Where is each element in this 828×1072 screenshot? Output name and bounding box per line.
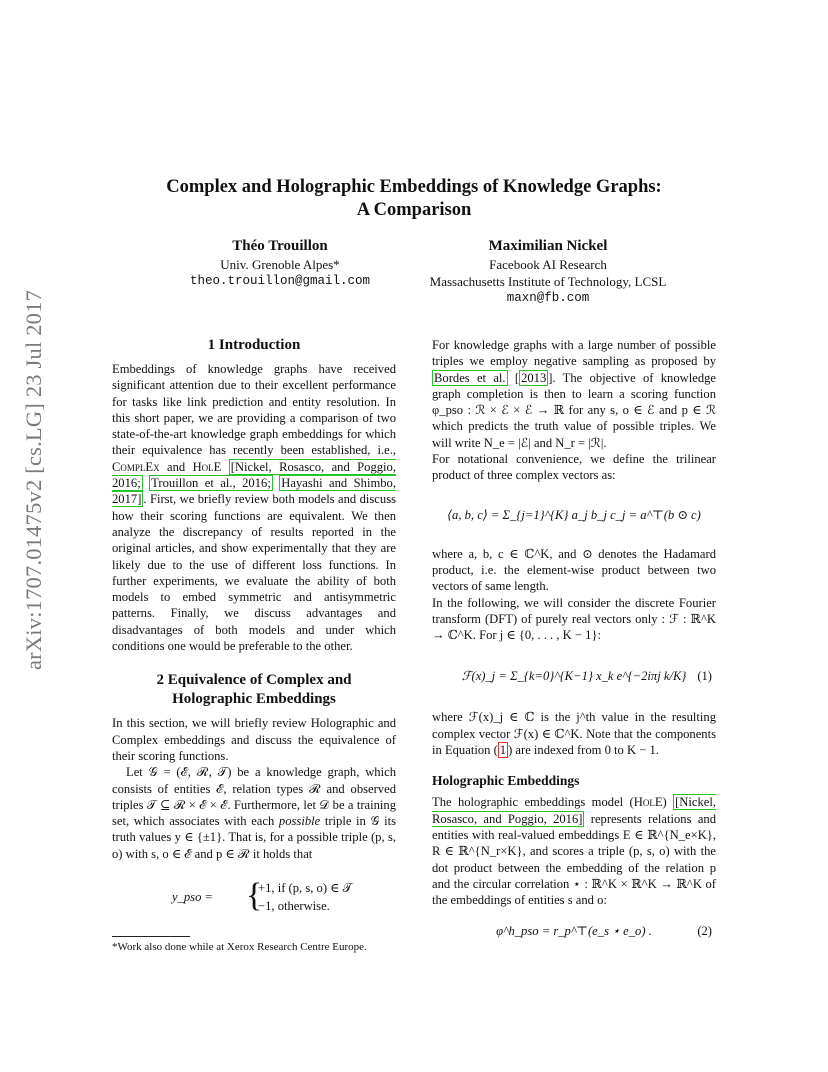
left-column: [112, 336, 396, 954]
arxiv-side-identifier: arXiv:1707.01475v2 [cs.LG] 23 Jul 2017: [21, 289, 46, 671]
brace: {: [246, 877, 263, 915]
footnote: *Work also done while at Xerox Research Centre Europe.: [112, 941, 367, 954]
equation-1: ℱ(x)_j = Σ_{k=0}^{K−1} x_k e^{−2iπj k/K} (1): [461, 669, 712, 684]
citation-bordes[interactable]: Bordes et al.: [434, 370, 506, 385]
footnote-rule: [112, 936, 190, 937]
hadamard-paragraph: where a, b, c ∈ ℂ^K, and ⊙ denotes the Hadamard product, i.e. the element-wise product between two vectors of same length.: [432, 546, 716, 594]
section-2-paragraph-2: Let 𝒢 = (ℰ, ℛ, 𝒯) be a knowledge graph, which consists of entities ℰ, relation types ℛ and observed triples 𝒯 ⊆ ℛ × ℰ × ℰ. Furthermore, let 𝒟 be a training set, which associates with each possible triple in 𝒢 its truth values y ∈ {±1}. That is, for a possible triple (p, s, o) with s, o ∈ ℰ and p ∈ ℛ it holds that: [112, 765, 396, 861]
citation-hayashi-2017[interactable]: Hayashi and Shimbo, 2017]: [112, 476, 397, 507]
equation-trilinear: ⟨a, b, c⟩ = Σ_{j=1}^{K} a_j b_j c_j = a^⊤(b ⊙ c): [447, 507, 701, 522]
equation-ypso: y_pso = { +1, if (p, s, o) ∈ 𝒯 −1, otherwise.: [172, 877, 353, 915]
holographic-paragraph: The holographic embeddings model (HolE) [Nickel, Rosasco, and Poggio, 2016] represents relations and entities with real-valued embeddings E ∈ ℝ^{N_e×K}, R ∈ ℝ^{N_r×K}, and scores a triple (p, s, o) with the dot product between the embedding of the relation p and the circular correlation ⋆ : ℝ^K × ℝ^K → ℝ^K of the embeddings of entities s and o:: [432, 795, 717, 908]
equation-1-reference[interactable]: 1: [499, 743, 507, 758]
dft-explanation-paragraph: where ℱ(x)_j ∈ ℂ is the j^th value in the resulting complex vector ℱ(x) ∈ ℂ^K. Note that the components in Equation ( 1 ) are indexed from 0 to K − 1.: [432, 710, 716, 758]
equation-2: φ^h_pso = r_p^⊤(e_s ⋆ e_o) . (2): [496, 924, 712, 939]
citation-nickel-2016-hole[interactable]: [Nickel, Rosasco, and Poggio, 2016]: [432, 795, 717, 826]
author-1: Théo Trouillon Univ. Grenoble Alpes* theo.trouillon@gmail.com: [189, 238, 371, 288]
trilinear-paragraph: For notational convenience, we define the trilinear product of three complex vectors as:: [432, 452, 716, 483]
citation-trouillon-2016[interactable]: Trouillon et al., 2016;: [151, 476, 271, 491]
dft-paragraph: In the following, we will consider the discrete Fourier transform (DFT) of purely real vectors only : ℱ : ℝ^K → ℂ^K. For j ∈ {0, . . . , K − 1}:: [432, 595, 716, 643]
citation-bordes-year[interactable]: 2013: [521, 370, 547, 385]
author-2: Maximilian Nickel Facebook AI Research Massachusetts Institute of Technology, LCSL maxn@fb.com: [429, 238, 667, 305]
negative-sampling-paragraph: For knowledge graphs with a large number of possible triples we employ negative sampling as proposed by Bordes et al. [ 2013 ]. The objective of knowledge graph completion is then to learn a scoring function φ_pso : ℛ × ℰ × ℰ → ℝ for any s, o ∈ ℰ and p ∈ ℛ which predicts the truth value of possible triples. We will write N_e = |ℰ| and N_r = |ℛ|.: [432, 338, 716, 450]
section-2-paragraph-1: In this section, we will briefly review Holographic and Complex embeddings and discuss the equivalence of their scoring functions.: [112, 716, 396, 763]
intro-paragraph: Embeddings of knowledge graphs have received significant attention due to their excellent performance for tasks like link prediction and entity resolution. In this short paper, we are providing a comparison of two state-of-the-art knowledge graph embeddings for which their equivalence has recently been established, i.e., ComplEx and HolE [Nickel, Rosasco, and Poggio, 2016; Trouillon et al., 2016; Hayashi and Shimbo, 2017] . First, we briefly review both models and discuss how their scoring functions are equivalent. We then analyze the discrepancy of results reported in the original articles, and show experimentally that they are likely due to the use of different loss functions. In further experiments, we evaluate the ability of both models to embed symmetric and antisymmetric patterns. Finally, we discuss advantages and disadvantages of both models and under which conditions one would be preferable to the other.: [112, 362, 397, 654]
holographic-embeddings-heading: Holographic Embeddings: [432, 773, 580, 789]
paper-title: Complex and Holographic Embeddings of Knowledge Graphs: A Comparison: [166, 177, 662, 220]
section-2-heading: 2 Equivalence of Complex and Holographic Embeddings: [156, 672, 352, 708]
right-column: [432, 337, 716, 942]
section-1-heading: 1 Introduction: [207, 337, 301, 353]
citation-nickel-2016[interactable]: [Nickel, Rosasco, and Poggio, 2016;: [112, 459, 396, 491]
